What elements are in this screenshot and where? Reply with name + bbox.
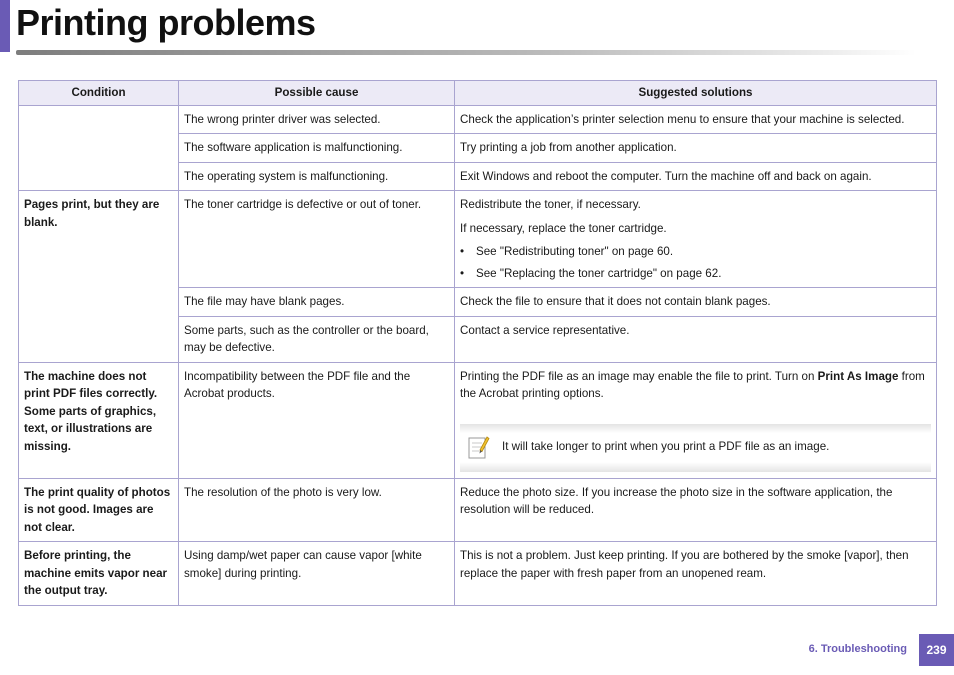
title-underline [16, 50, 916, 55]
bullet-item: • See "Replacing the toner cartridge" on page 62. [476, 265, 931, 283]
solution-cell [455, 191, 937, 288]
solution-cell: Exit Windows and reboot the computer. Turn the machine off and back on again. [455, 162, 937, 191]
solution-cell: Contact a service representative. [455, 316, 937, 362]
table-row [19, 105, 937, 134]
cause-cell: The file may have blank pages. [179, 288, 455, 317]
table-header-row [19, 81, 937, 106]
solution-text-part: from the Acrobat printing options. [460, 369, 925, 400]
solution-text [460, 368, 931, 403]
title-accent-bar [0, 0, 10, 52]
bullet-item: • See "Redistributing toner" on page 60. [476, 243, 931, 261]
cause-cell: The software application is malfunctioning. [179, 134, 455, 163]
table-row [19, 191, 937, 288]
solution-cell: This is not a problem. Just keep printing. If you are bothered by the smoke [vapor], then replace the paper with fresh paper from an unopened ream. [455, 542, 937, 606]
condition-cell: Before printing, the machine emits vapor near the output tray. [19, 542, 179, 606]
solution-line: Redistribute the toner, if necessary. [460, 198, 641, 211]
header-condition: Condition [19, 81, 179, 106]
cause-cell: The operating system is malfunctioning. [179, 162, 455, 191]
solution-cell: Check the application’s printer selection menu to ensure that your machine is selected. [455, 105, 937, 134]
condition-cell: The machine does not print PDF files correctly. Some parts of graphics, text, or illustrations are missing. [19, 362, 179, 478]
solution-cell: Try printing a job from another application. [455, 134, 937, 163]
note-box [460, 424, 931, 472]
condition-cell [19, 105, 179, 191]
solution-cell: Check the file to ensure that it does not contain blank pages. [455, 288, 937, 317]
solution-bullets [460, 243, 931, 282]
note-pencil-icon [468, 434, 490, 460]
table-row [19, 542, 937, 606]
cause-cell: Using damp/wet paper can cause vapor [white smoke] during printing. [179, 542, 455, 606]
condition-cell: Pages print, but they are blank. [19, 191, 179, 363]
cause-cell: The toner cartridge is defective or out of toner. [179, 191, 455, 288]
cause-cell: The wrong printer driver was selected. [179, 105, 455, 134]
table-row [19, 362, 937, 478]
solution-line: If necessary, replace the toner cartridge. [460, 221, 667, 235]
page-number: 239 [919, 634, 954, 666]
header-possible-cause: Possible cause [179, 81, 455, 106]
cause-cell: Incompatibility between the PDF file and the Acrobat products. [179, 362, 455, 478]
solution-cell [455, 362, 937, 478]
solution-cell: Reduce the photo size. If you increase the photo size in the software application, the resolution will be reduced. [455, 478, 937, 542]
printing-problems-table [18, 80, 937, 606]
header-suggested-solutions: Suggested solutions [455, 81, 937, 106]
option-name: Print As Image [817, 369, 899, 383]
footer-section-label: 6. Troubleshooting [808, 643, 907, 655]
cause-cell: The resolution of the photo is very low. [179, 478, 455, 542]
page-title: Printing problems [16, 2, 316, 43]
solution-text-part: Printing the PDF file as an image may enable the file to print. Turn on [460, 369, 818, 383]
note-text: It will take longer to print when you print a PDF file as an image. [502, 439, 830, 453]
condition-cell: The print quality of photos is not good. Images are not clear. [19, 478, 179, 542]
cause-cell: Some parts, such as the controller or the board, may be defective. [179, 316, 455, 362]
table-row [19, 478, 937, 542]
